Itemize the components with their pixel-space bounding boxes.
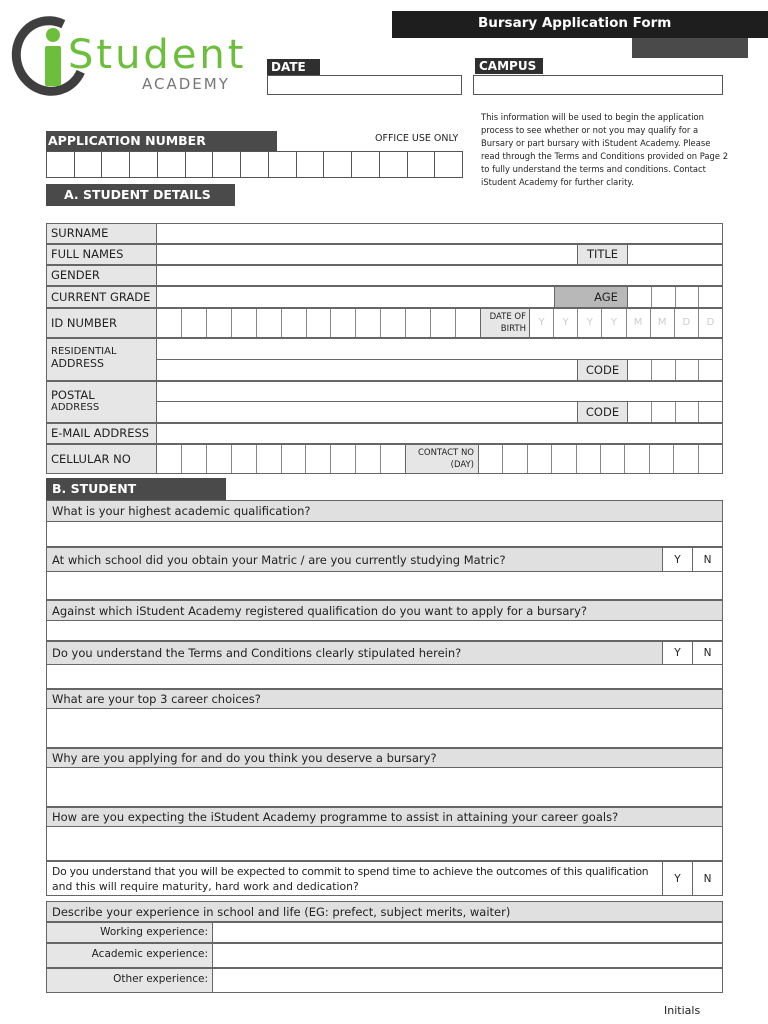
question-text: Why are you applying for and do you think you deserve a bursary?	[52, 751, 437, 765]
answer-matric-school[interactable]	[46, 572, 723, 600]
postal-address-label	[46, 381, 157, 423]
academic-experience-field[interactable]	[212, 943, 723, 968]
postal-line-1: POSTAL	[51, 388, 95, 402]
email-field[interactable]	[156, 423, 723, 444]
question-text: What is your highest academic qualification?	[52, 504, 311, 518]
residential-line-1: RESIDENTIAL	[51, 346, 117, 357]
date-label: DATE	[267, 59, 320, 75]
question-text: At which school did you obtain your Matric / are you currently studying Matric?	[52, 552, 506, 567]
answer-programme-goals[interactable]	[46, 827, 723, 861]
answer-why-bursary[interactable]	[46, 768, 723, 807]
question-text-block	[52, 864, 662, 894]
dob-placeholder: D	[675, 309, 699, 337]
cellular-field[interactable]	[156, 444, 406, 474]
other-experience-field[interactable]	[212, 968, 723, 993]
academic-experience-label: Academic experience:	[46, 943, 213, 968]
dob-placeholder: Y	[578, 309, 602, 337]
dob-placeholder: M	[651, 309, 675, 337]
contact-day-label	[405, 444, 479, 474]
question-text: What are your top 3 career choices?	[52, 692, 261, 706]
question-text: Do you understand the Terms and Conditions clearly stipulated herein?	[52, 646, 462, 660]
dob-line-1: DATE OF	[489, 312, 526, 322]
gender-label: GENDER	[46, 265, 157, 286]
question-matric-school	[46, 547, 723, 572]
answer-career-choices[interactable]	[46, 709, 723, 748]
dob-placeholder: Y	[602, 309, 626, 337]
other-experience-label: Other experience:	[46, 968, 213, 993]
yes-option[interactable]: Y	[662, 642, 692, 664]
dob-placeholder: D	[706, 317, 715, 328]
email-label: E-MAIL ADDRESS	[46, 423, 157, 444]
question-commitment	[46, 861, 723, 896]
campus-label: CAMPUS	[475, 58, 543, 74]
form-title: Bursary Application Form	[478, 15, 672, 31]
question-line-1: Do you understand that you will be expected to commit to spend time to achieve the outcomes of this qualification	[52, 864, 649, 878]
title-field[interactable]	[627, 244, 723, 265]
residential-address-line-1[interactable]	[156, 338, 723, 360]
section-a-title: A. STUDENT DETAILS	[46, 184, 235, 206]
answer-registered-qualification[interactable]	[46, 621, 723, 641]
initials-label: Initials	[664, 1004, 701, 1017]
question-text: Describe your experience in school and life (EG: prefect, subject merits, waiter)	[52, 904, 511, 919]
age-label: AGE	[554, 286, 628, 308]
current-grade-label: CURRENT GRADE	[46, 286, 157, 308]
current-grade-field[interactable]	[156, 286, 555, 308]
title-label: TITLE	[577, 244, 628, 265]
application-number-field[interactable]	[46, 151, 463, 178]
age-field[interactable]	[627, 286, 723, 308]
question-line-2: and this will require maturity, hard work and dedication?	[52, 879, 359, 893]
question-terms-conditions	[46, 641, 723, 665]
question-text: Against which iStudent Academy registered qualification do you want to apply for a bursary?	[52, 603, 588, 618]
residential-address-label	[46, 338, 157, 381]
office-use-label: OFFICE USE ONLY	[375, 133, 459, 144]
answer-highest-qualification[interactable]	[46, 522, 723, 547]
gender-field[interactable]	[156, 265, 723, 286]
dob-placeholder: Y	[554, 309, 578, 337]
question-highest-qualification	[46, 500, 723, 522]
campus-field[interactable]	[473, 75, 723, 95]
logo-wordmark: Student	[68, 32, 247, 78]
id-number-field[interactable]	[156, 308, 481, 338]
postal-code-label: CODE	[577, 401, 628, 423]
logo	[0, 0, 260, 105]
question-registered-qualification	[46, 600, 723, 621]
logo-subtitle: ACADEMY	[142, 75, 230, 93]
residential-code-label: CODE	[577, 359, 628, 381]
cellular-label: CELLULAR NO	[46, 444, 157, 474]
question-programme-goals	[46, 807, 723, 827]
dob-placeholder: M	[627, 309, 651, 337]
contact-day-field[interactable]	[478, 444, 723, 474]
no-option[interactable]: N	[692, 548, 722, 571]
title-bar-accent	[632, 38, 748, 58]
question-career-choices	[46, 689, 723, 709]
yes-option[interactable]: Y	[662, 862, 692, 895]
date-of-birth-label	[480, 308, 530, 338]
dob-placeholder: Y	[530, 309, 554, 337]
residential-address-line-2[interactable]	[156, 359, 578, 381]
id-number-label: ID NUMBER	[46, 308, 157, 338]
residential-line-2: ADDRESS	[51, 357, 105, 370]
intro-text: This information will be used to begin the application process to see whether or not you may qualify for a Bursary or part bursary with iStudent Academy. Please read through the Terms and Conditions provided on Page 2 to fully understand the terms and conditions. Contact iStudent Academy for further clarity.	[481, 112, 729, 187]
postal-line-2: ADDRESS	[51, 402, 100, 413]
application-number-label: APPLICATION NUMBER	[46, 131, 277, 151]
question-text: How are you expecting the iStudent Academy programme to assist in attaining your career goals?	[52, 810, 619, 824]
postal-code-field[interactable]	[627, 401, 723, 423]
date-of-birth-field[interactable]	[529, 308, 723, 338]
question-why-bursary	[46, 748, 723, 768]
no-option[interactable]: N	[692, 642, 722, 664]
yes-option[interactable]: Y	[662, 548, 692, 571]
postal-address-line-1[interactable]	[156, 381, 723, 402]
contact-line-2: (DAY)	[450, 460, 474, 470]
full-names-label: FULL NAMES	[46, 244, 157, 265]
surname-field[interactable]	[156, 223, 723, 244]
date-field[interactable]	[267, 75, 462, 95]
section-b-title: B. STUDENT	[46, 478, 226, 500]
working-experience-field[interactable]	[212, 922, 723, 943]
residential-code-field[interactable]	[627, 359, 723, 381]
dob-line-2: BIRTH	[500, 324, 526, 334]
contact-line-1: CONTACT NO	[417, 448, 474, 458]
working-experience-label: Working experience:	[46, 922, 213, 943]
question-experience	[46, 901, 723, 922]
postal-address-line-2[interactable]	[156, 401, 578, 423]
no-option[interactable]: N	[692, 862, 722, 895]
full-names-field[interactable]	[156, 244, 578, 265]
surname-label: SURNAME	[46, 223, 157, 244]
answer-terms-conditions[interactable]	[46, 665, 723, 689]
